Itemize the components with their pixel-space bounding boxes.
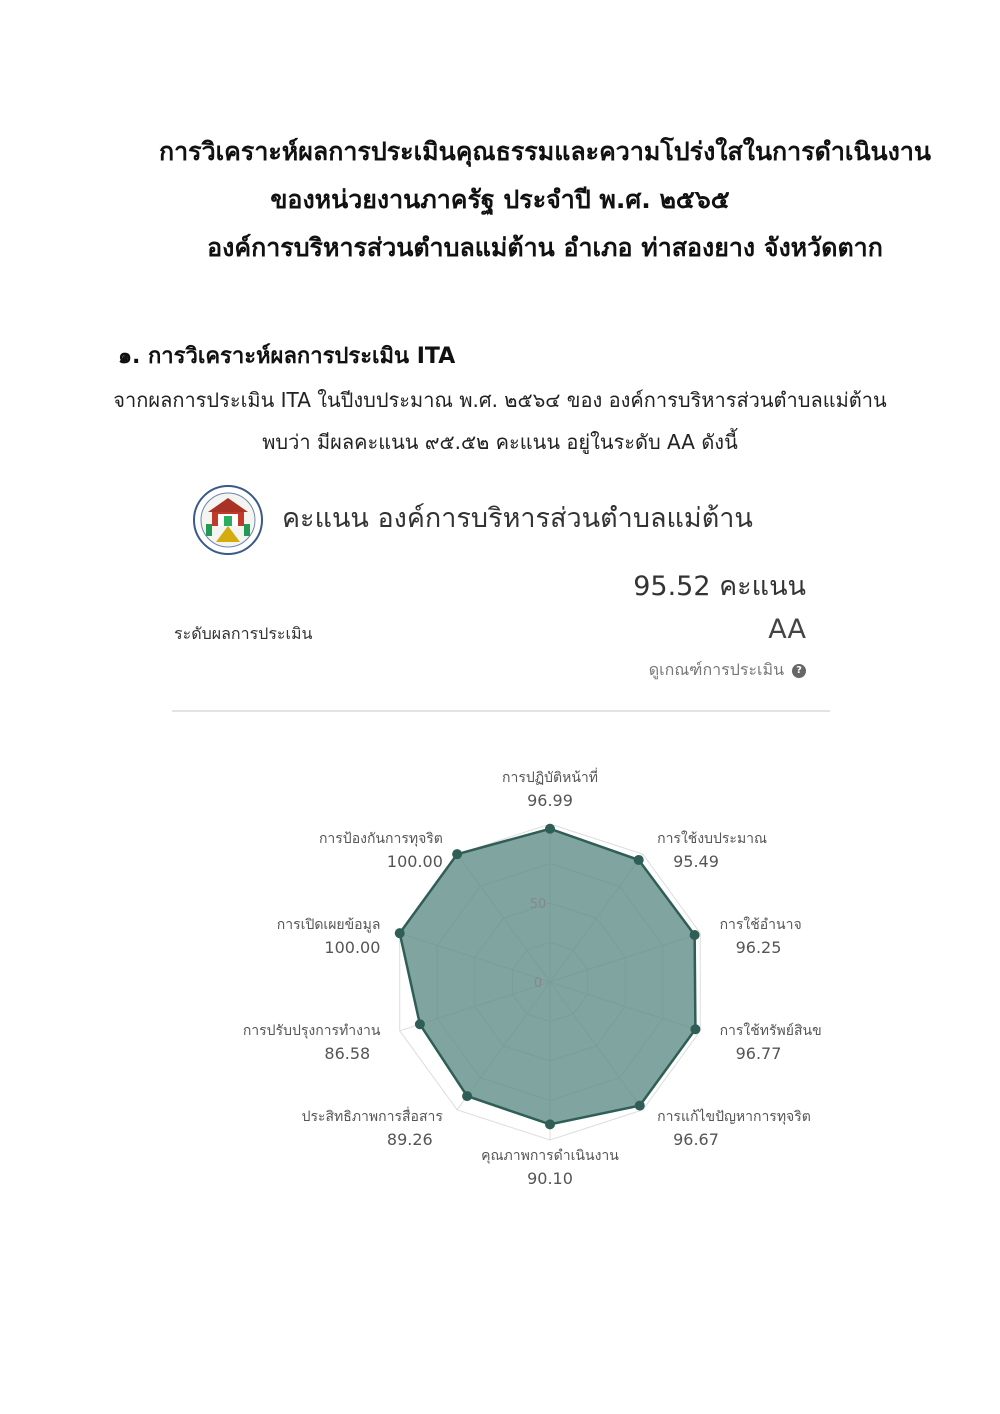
paragraph-line-1: จากผลการประเมิน ITA ในปีงบประมาณ พ.ศ. ๒๕๖๔ ของ องค์การบริหารส่วนตำบลแม่ต้าน (113, 388, 887, 412)
title-line-2: ของหน่วยงานภาครัฐ ประจำปี พ.ศ. ๒๕๖๕ (270, 185, 730, 214)
radar-category-label: การเปิดเผยข้อมูล (276, 916, 381, 933)
paragraph-line-2: พบว่า มีผลคะแนน ๙๕.๕๒ คะแนน อยู่ในระดับ AA ดังนี้ (262, 430, 738, 454)
radar-value-label: 100.00 (386, 851, 443, 871)
radar-category-label: คุณภาพการดำเนินงาน (481, 1148, 619, 1164)
radar-data-point (545, 1119, 555, 1129)
level-value: AA (768, 614, 806, 645)
radar-value-label: 86.58 (324, 1044, 371, 1064)
radar-category-label: การป้องกันการทุจริต (318, 830, 443, 847)
radar-data-point (690, 930, 700, 940)
card-title: คะแนน องค์การบริหารส่วนตำบลแม่ต้าน (282, 503, 753, 534)
total-score: 95.52 คะแนน (633, 571, 806, 602)
score-card (172, 478, 830, 712)
document-title (0, 128, 1000, 272)
radar-value-label: 89.26 (386, 1130, 433, 1150)
organization-logo (192, 484, 264, 556)
radar-data-point (462, 1091, 472, 1101)
help-icon[interactable]: ? (792, 664, 806, 678)
criteria-link-label: ดูเกณฑ์การประเมิน (648, 660, 784, 679)
radar-value-label: 96.77 (735, 1044, 782, 1064)
radar-value-label: 100.00 (324, 937, 381, 957)
level-label: ระดับผลการประเมิน (174, 624, 313, 643)
section-heading: ๑. การวิเคราะห์ผลการประเมิน ITA (118, 344, 456, 369)
title-line-1: การวิเคราะห์ผลการประเมินคุณธรรมและความโปร่งใสในการดำเนินงาน (159, 137, 931, 166)
radar-data-point (395, 928, 405, 938)
criteria-link[interactable] (649, 658, 806, 683)
radar-value-label: 96.99 (527, 791, 573, 810)
radar-value-label: 90.10 (527, 1169, 573, 1188)
radar-value-label: 95.49 (673, 851, 719, 871)
radar-tick-label: 0 (533, 976, 543, 991)
radar-chart (242, 770, 830, 1200)
radar-series-area (400, 829, 696, 1125)
radar-data-point (690, 1024, 700, 1034)
radar-category-label: การใช้อำนาจ (719, 916, 802, 933)
radar-category-label: ประสิทธิภาพการสื่อสาร (301, 1109, 443, 1126)
radar-category-label: การแก้ไขปัญหาการทุจริต (657, 1109, 811, 1126)
radar-data-point (635, 1101, 645, 1111)
radar-category-label: การใช้งบประมาณ (657, 830, 768, 847)
radar-value-label: 96.25 (735, 937, 782, 957)
title-line-3: องค์การบริหารส่วนตำบลแม่ต้าน อำเภอ ท่าสองยาง จังหวัดตาก (207, 233, 883, 262)
radar-data-point (452, 849, 462, 859)
radar-category-label: การปรับปรุงการทำงาน (242, 1023, 381, 1040)
radar-tick-label: 50 (529, 897, 547, 912)
radar-data-point (415, 1019, 425, 1029)
radar-chart-svg (242, 770, 830, 1200)
radar-data-point (634, 855, 644, 865)
radar-value-label: 96.67 (673, 1130, 719, 1150)
radar-category-label: การใช้ทรัพย์สินข (719, 1023, 822, 1040)
radar-data-point (545, 824, 555, 834)
radar-category-label: การปฏิบัติหน้าที่ (501, 770, 599, 786)
